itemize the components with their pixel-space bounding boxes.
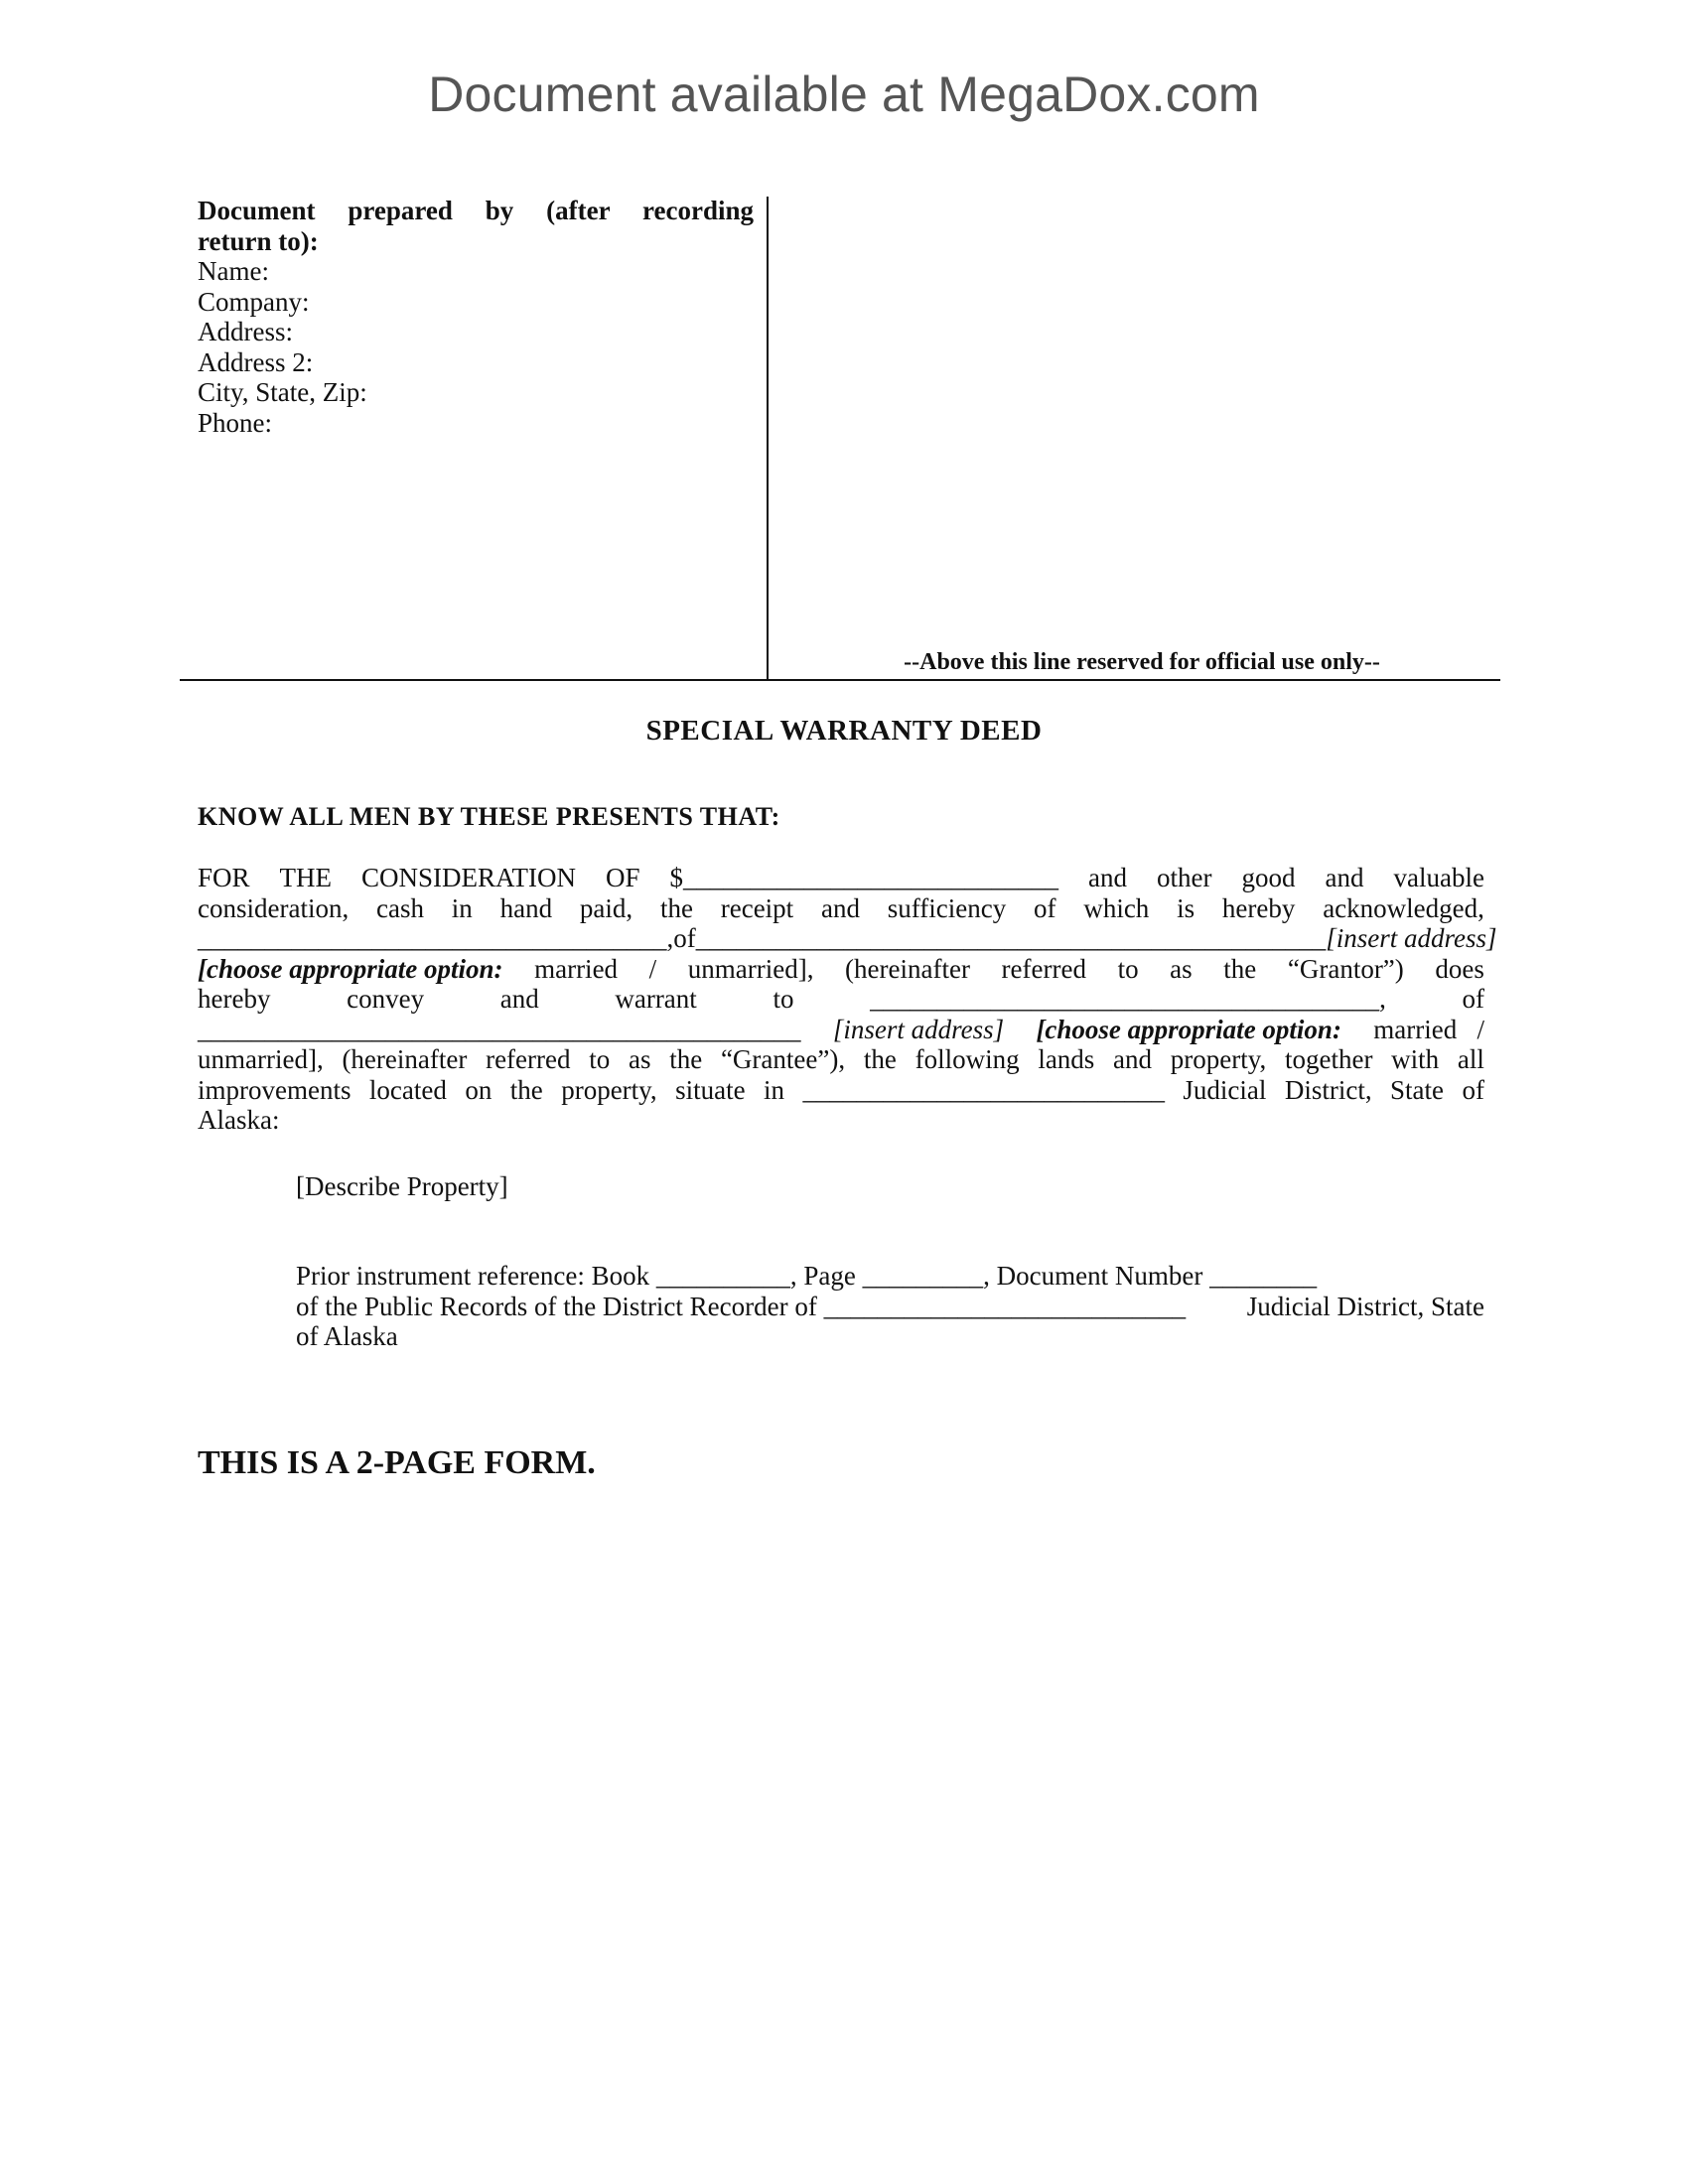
consideration-paragraph	[198, 863, 1497, 1136]
para-line-9: Alaska:	[198, 1105, 280, 1135]
field-phone: Phone:	[198, 407, 273, 438]
field-company: Company:	[198, 286, 310, 317]
watermark-text: Document available at MegaDox.com	[428, 67, 1260, 122]
para-line-2: consideration, cash in hand paid, the receipt and sufficiency of which is hereby acknowledged,	[198, 892, 1484, 923]
field-address-2: Address 2:	[198, 346, 314, 377]
official-use-note: --Above this line reserved for official use only--	[904, 649, 1380, 675]
para-line-4: [choose appropriate option: married / unmarried], (hereinafter referred to as the “Grantor”) does	[198, 953, 1484, 984]
para-line-1: FOR THE CONSIDERATION OF $____________________________ and other good and valuable	[198, 863, 1484, 892]
para-line-6: _____________________________________________ [insert address] [choose appropriate option: married /	[198, 1014, 1484, 1044]
vertical-divider	[767, 197, 769, 680]
field-city-state-zip: City, State, Zip:	[198, 377, 367, 407]
know-all-heading: KNOW ALL MEN BY THESE PRESENTS THAT:	[198, 802, 780, 831]
prepared-by-heading-2: return to):	[198, 225, 319, 256]
para-line-8: improvements located on the property, situate in ___________________________ Judicial District, State of	[198, 1074, 1484, 1105]
prior-line-1: Prior instrument reference: Book __________, Page _________, Document Number ________	[296, 1261, 1318, 1291]
para-line-5: hereby convey and warrant to ______________________________________, of	[198, 984, 1484, 1014]
two-page-form-notice: THIS IS A 2-PAGE FORM.	[198, 1444, 596, 1481]
para-line-3: ___________________________________, of _______________________________________________ [insert address]	[198, 923, 1497, 953]
para-line-7: unmarried], (hereinafter referred to as the “Grantee”), the following lands and property, together with all	[198, 1044, 1484, 1074]
field-name: Name:	[198, 256, 269, 286]
prior-instrument-reference	[296, 1261, 1484, 1352]
document-title: SPECIAL WARRANTY DEED	[645, 715, 1043, 747]
describe-property: [Describe Property]	[296, 1171, 508, 1201]
prepared-by-block	[198, 196, 754, 438]
field-address: Address:	[198, 317, 293, 346]
prior-line-2: of the Public Records of the District Recorder of ___________________________ Judicial District, State	[296, 1291, 1484, 1321]
prior-line-3: of Alaska	[296, 1321, 398, 1351]
prepared-by-heading: Document prepared by (after recording	[198, 196, 754, 225]
horizontal-divider	[180, 679, 1500, 681]
